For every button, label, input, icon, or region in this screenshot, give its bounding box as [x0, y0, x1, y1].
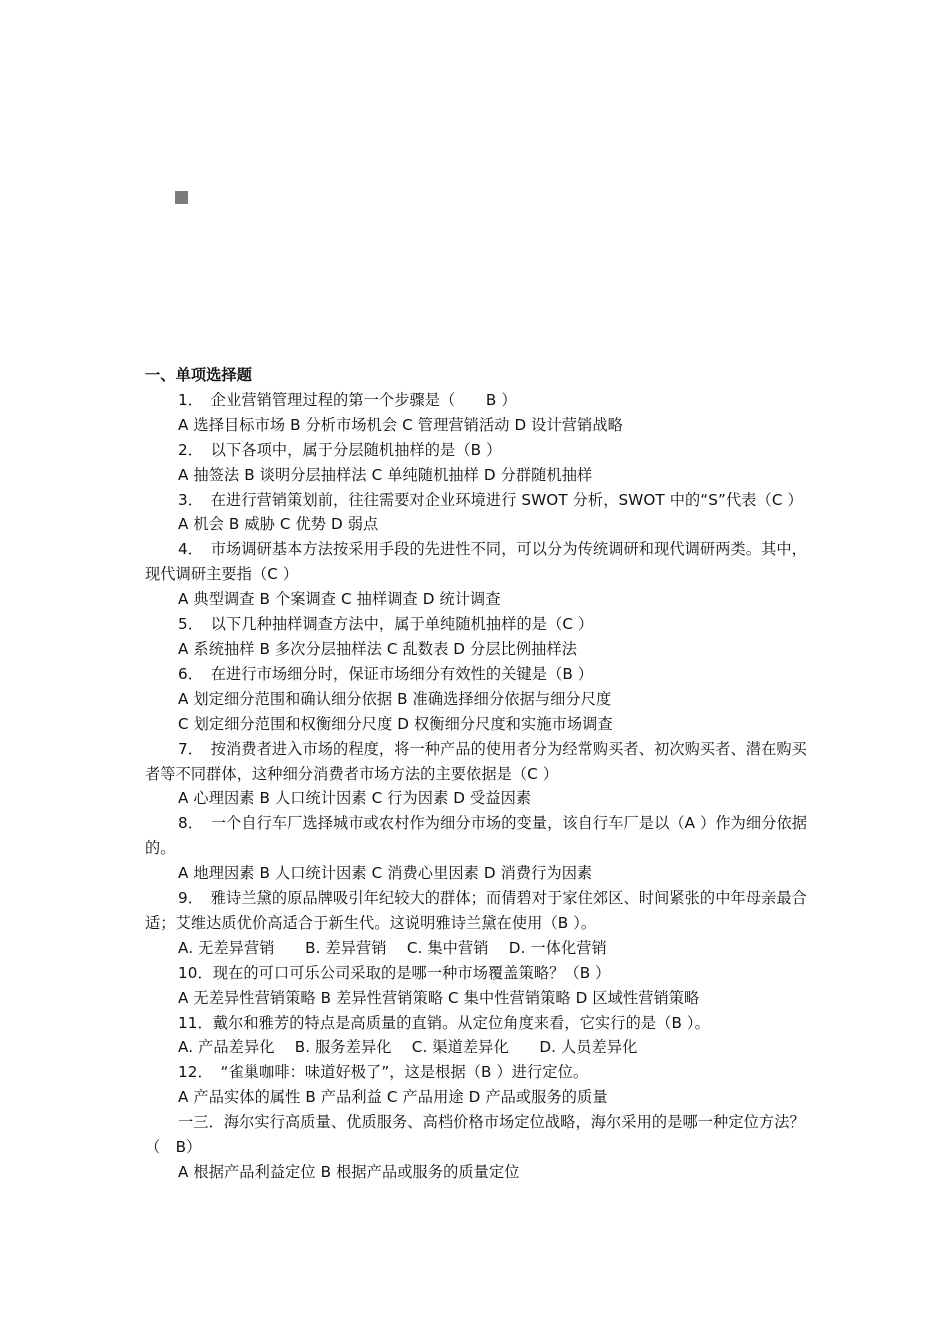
answer-options-line: A 划定细分范围和确认细分依据 B 准确选择细分依据与细分尺度 — [178, 689, 612, 708]
answer-options-line: A 选择目标市场 B 分析市场机会 C 管理营销活动 D 设计营销战略 — [178, 415, 623, 434]
section-title: 一、单项选择题 — [145, 366, 253, 384]
answer-options-line: A 机会 B 威胁 C 优势 D 弱点 — [178, 515, 379, 534]
question-line: 3． 在进行营销策划前，往往需要对企业环境进行 SWOT 分析，SWOT 中的“S”代表（C ） — [178, 490, 803, 509]
question-line: 11．戴尔和雅芳的特点是高质量的直销。从定位角度来看，它实行的是（B ）。 — [178, 1013, 710, 1032]
answer-options-line: A 产品实体的属性 B 产品利益 C 产品用途 D 产品或服务的质量 — [178, 1088, 608, 1107]
question-line: 10．现在的可口可乐公司采取的是哪一种市场覆盖策略？（B ） — [178, 963, 611, 982]
document-body — [145, 363, 809, 1185]
answer-options-line: A 地理因素 B 人口统计因素 C 消费心里因素 D 消费行为因素 — [178, 864, 593, 883]
question-line: 5． 以下几种抽样调查方法中，属于单纯随机抽样的是（C ） — [178, 615, 594, 634]
question-line: 4． 市场调研基本方法按采用手段的先进性不同，可以分为传统调研和现代调研两类。其中，现代调研主要指（C ） — [145, 540, 807, 584]
question-line: 12． “雀巢咖啡：味道好极了”，这是根据（B ）进行定位。 — [178, 1063, 589, 1082]
answer-options-line: A 心理因素 B 人口统计因素 C 行为因素 D 受益因素 — [178, 789, 532, 808]
question-line: 1． 企业营销管理过程的第一个步骤是（ B ） — [178, 390, 517, 409]
answer-options-line: A. 无差异营销 B. 差异营销 C. 集中营销 D. 一体化营销 — [178, 938, 607, 957]
answer-options-line: A 典型调查 B 个案调查 C 抽样调查 D 统计调查 — [178, 590, 501, 609]
answer-options-line: C 划定细分范围和权衡细分尺度 D 权衡细分尺度和实施市场调查 — [178, 714, 613, 733]
question-line: 9． 雅诗兰黛的原品牌吸引年纪较大的群体；而倩碧对于家住郊区、时间紧张的中年母亲最合适；艾维达质优价高适合于新生代。这说明雅诗兰黛在使用（B ）。 — [145, 889, 807, 932]
answer-options-line: A 抽签法 B 谈明分层抽样法 C 单纯随机抽样 D 分群随机抽样 — [178, 465, 593, 484]
question-line: 8． 一个自行车厂选择城市或农村作为细分市场的变量，该自行车厂是以（A ）作为细分依据的。 — [145, 814, 808, 858]
answer-options-line: A 根据产品利益定位 B 根据产品或服务的质量定位 — [178, 1163, 520, 1181]
answer-options-line: A 无差异性营销策略 B 差异性营销策略 C 集中性营销策略 D 区域性营销策略 — [178, 988, 700, 1007]
question-line: 6． 在进行市场细分时，保证市场细分有效性的关键是（B ） — [178, 664, 594, 683]
square-marker-icon — [175, 191, 188, 204]
answer-options-line: A 系统抽样 B 多次分层抽样法 C 乱数表 D 分层比例抽样法 — [178, 639, 578, 658]
question-line: 一三．海尔实行高质量、优质服务、高档价格市场定位战略，海尔采用的是哪一种定位方法？（ B） — [145, 1113, 805, 1157]
question-line: 2． 以下各项中，属于分层随机抽样的是（B ） — [178, 440, 502, 459]
answer-options-line: A. 产品差异化 B. 服务差异化 C. 渠道差异化 D. 人员差异化 — [178, 1038, 638, 1057]
question-line: 7． 按消费者进入市场的程度，将一种产品的使用者分为经常购买者、初次购买者、潜在购买者等不同群体，这种细分消费者市场方法的主要依据是（C ） — [145, 739, 807, 783]
